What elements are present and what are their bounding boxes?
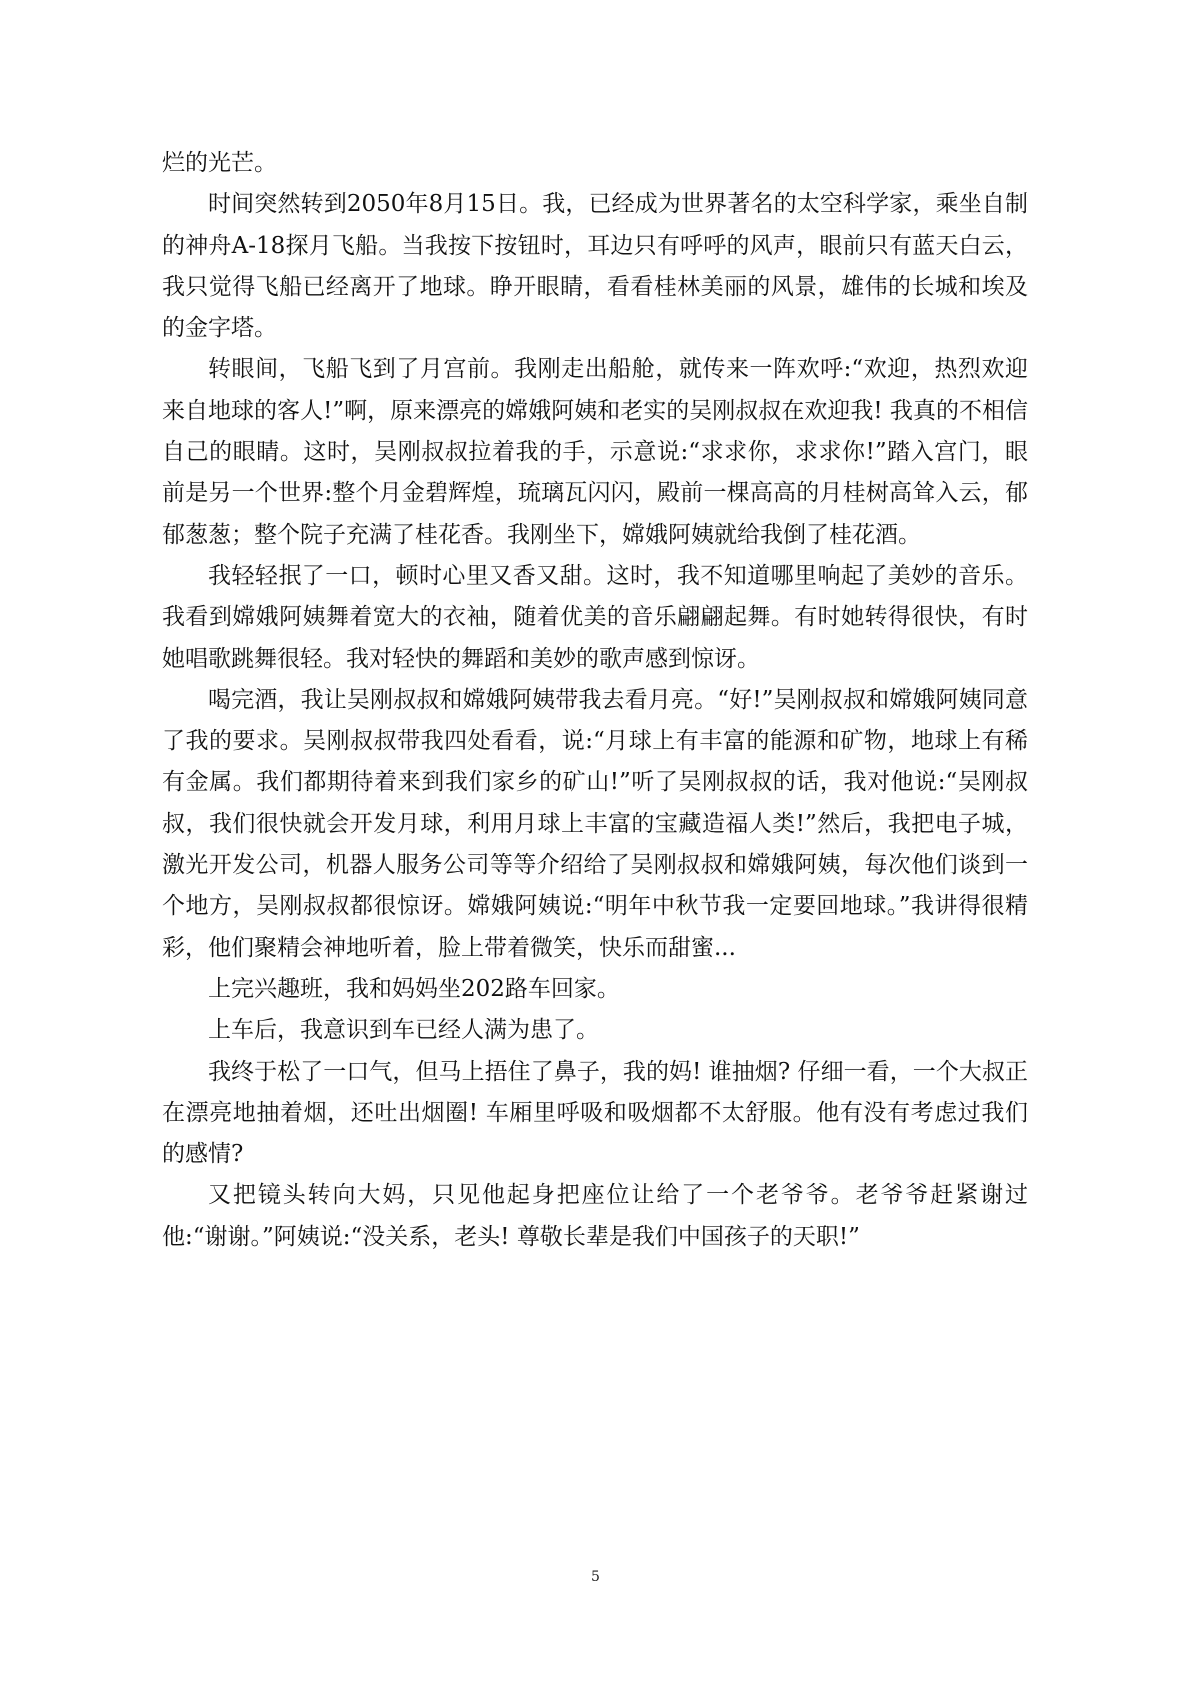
paragraph: 喝完酒，我让吴刚叔叔和嫦娥阿姨带我去看月亮。“好!”吴刚叔叔和嫦娥阿姨同意了我的要求。吴刚叔叔带我四处看看，说:“月球上有丰富的能源和矿物，地球上有稀有金属。我们都期待着来到我们家乡的矿山!”听了吴刚叔叔的话，我对他说:“吴刚叔叔，我们很快就会开发月球，利用月球上丰富的宝藏造福人类!”然后，我把电子城，激光开发公司，机器人服务公司等等介绍给了吴刚叔叔和嫦娥阿姨，每次他们谈到一个地方，吴刚叔叔都很惊讶。嫦娥阿姨说:“明年中秋节我一定要回地球。”我讲得很精彩，他们聚精会神地听着，脸上带着微笑，快乐而甜蜜... [162, 686, 1028, 961]
paragraph: 时间突然转到2050年8月15日。我，已经成为世界著名的太空科学家，乘坐自制的神舟A-18探月飞船。当我按下按钮时，耳边只有呼呼的风声，眼前只有蓝天白云，我只觉得飞船已经离开了地球。睁开眼睛，看看桂林美丽的风景，雄伟的长城和埃及的金字塔。 [162, 191, 1028, 342]
paragraph: 上车后，我意识到车已经人满为患了。 [208, 1017, 599, 1044]
paragraph: 转眼间，飞船飞到了月宫前。我刚走出船舱，就传来一阵欢呼:“欢迎，热烈欢迎来自地球的客人!”啊，原来漂亮的嫦娥阿姨和老实的吴刚叔叔在欢迎我! 我真的不相信自己的眼睛。这时，吴刚叔叔拉着我的手，示意说:“求求你，求求你!”踏入宫门，眼前是另一个世界:整个月金碧辉煌，琉璃瓦闪闪，殿前一棵高高的月桂树高耸入云，郁郁葱葱；整个院子充满了桂花香。我刚坐下，嫦娥阿姨就给我倒了桂花酒。 [162, 356, 1028, 548]
body-text [162, 143, 1028, 1258]
paragraph: 我终于松了一口气，但马上捂住了鼻子，我的妈! 谁抽烟? 仔细一看，一个大叔正在漂亮地抽着烟，还吐出烟圈! 车厢里呼吸和吸烟都不太舒服。他有没有考虑过我们的感情? [162, 1058, 1028, 1168]
paragraph: 上完兴趣班，我和妈妈坐202路车回家。 [208, 975, 620, 1002]
paragraph: 烂的光芒。 [162, 150, 277, 176]
paragraph: 我轻轻抿了一口，顿时心里又香又甜。这时，我不知道哪里响起了美妙的音乐。我看到嫦娥阿姨舞着宽大的衣袖，随着优美的音乐翩翩起舞。有时她转得很快，有时她唱歌跳舞很轻。我对轻快的舞蹈和美妙的歌声感到惊讶。 [162, 562, 1028, 672]
page-number: 5 [591, 1569, 600, 1585]
paragraph: 又把镜头转向大妈，只见他起身把座位让给了一个老爷爷。老爷爷赶紧谢过他:“谢谢。”阿姨说:“没关系，老头! 尊敬长辈是我们中国孩子的天职!” [162, 1182, 1028, 1250]
